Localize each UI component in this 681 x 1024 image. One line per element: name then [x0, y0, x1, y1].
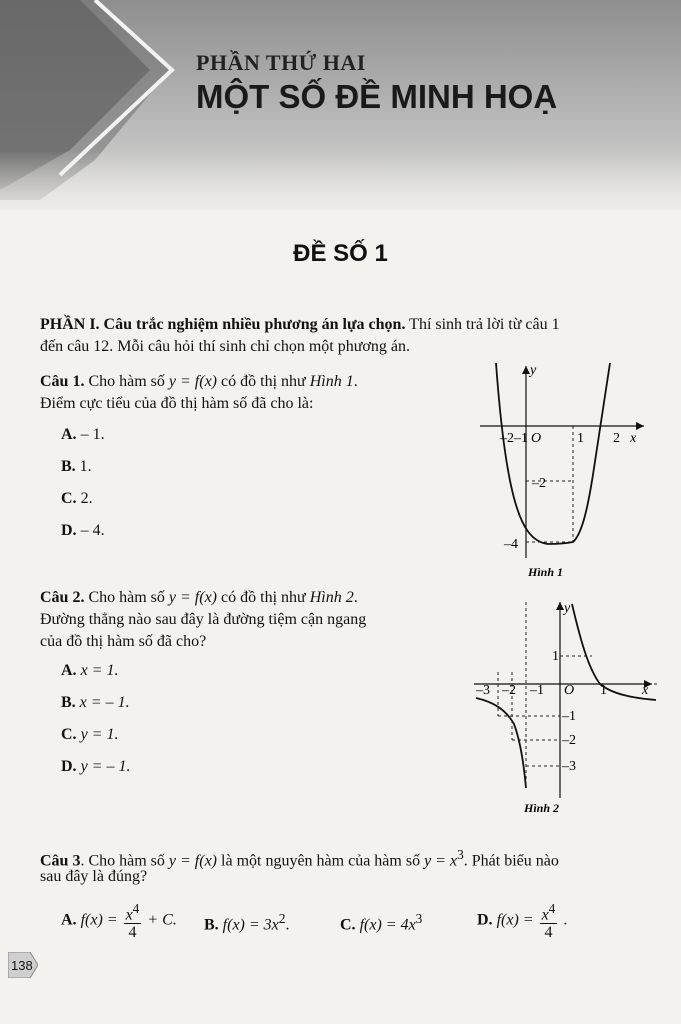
part-title: MỘT SỐ ĐỀ MINH HOẠ [196, 78, 558, 115]
page-number: 138 [11, 958, 33, 973]
tick-y-minus3: –3 [562, 759, 576, 774]
section-instruction-line2: đến câu 12. Mỗi câu hỏi thí sinh chỉ chọn một phương án. [40, 338, 410, 355]
graph-hinh-2 [472, 598, 658, 818]
header-banner [0, 0, 681, 210]
question-2-stem: Câu 2. Cho hàm số y = f(x) có đồ thị như Hình 2. [40, 589, 358, 606]
q2-option-a[interactable]: A. x = 1. [61, 662, 119, 679]
q3-option-d[interactable]: D. f(x) = $\frac{x^4}{4}$ . [477, 901, 568, 942]
function-curve [496, 363, 610, 544]
question-3-stem: Câu 3. Cho hàm số y = f(x) là một nguyên hàm của hàm số $y = x^3$. Phát biểu nào [40, 847, 559, 870]
tick-x-1: 1 [577, 431, 584, 446]
graph-hinh-1 [470, 358, 650, 583]
q1-option-d[interactable]: D. – 4. [61, 522, 105, 539]
tick-x-label: x [630, 431, 637, 446]
tick-y-minus1: –1 [562, 709, 576, 724]
q2-option-d[interactable]: D. y = – 1. [61, 758, 131, 775]
tick-x-minus1: –1 [514, 431, 528, 446]
graph-2-caption: Hình 2 [524, 801, 560, 815]
tick-x-minus2: –2 [502, 683, 516, 698]
tick-y-label: y [564, 601, 571, 616]
question-2-line3: của đồ thị hàm số đã cho? [40, 633, 207, 650]
part-subtitle: PHẦN THỨ HAI [196, 50, 366, 75]
tick-y-minus2: –2 [562, 733, 576, 748]
question-2-line2: Đường thẳng nào sau đây là đường tiệm cận ngang [40, 611, 367, 628]
q3-option-a[interactable]: A. f(x) = $\frac{x^4}{4}$ + C. [61, 901, 177, 942]
question-3-line2: sau đây là đúng? [40, 868, 148, 885]
question-1-line2: Điểm cực tiểu của đồ thị hàm số đã cho là: [40, 395, 314, 412]
function-curve-left [476, 698, 526, 788]
q3-option-b[interactable]: B. $f(x) = 3x^2$. [204, 911, 290, 934]
tick-x-minus3: –3 [476, 683, 490, 698]
q2-option-b[interactable]: B. x = – 1. [61, 694, 130, 711]
tick-y-label: y [530, 363, 537, 378]
tick-x-1: 1 [600, 683, 607, 698]
q1-option-c[interactable]: C. 2. [61, 490, 93, 507]
tick-x-minus2: –2 [500, 431, 514, 446]
tick-y-1: 1 [552, 649, 559, 664]
graph-1-caption: Hình 1 [528, 565, 564, 579]
q1-option-b[interactable]: B. 1. [61, 458, 92, 475]
origin-label: O [564, 683, 575, 698]
q2-option-c[interactable]: C. y = 1. [61, 726, 119, 743]
section-heading: PHẦN I. Câu trắc nghiệm nhiều phương án lựa chọn. [40, 316, 406, 333]
tick-x-2: 2 [613, 431, 620, 446]
exam-title: ĐỀ SỐ 1 [293, 240, 388, 267]
q3-option-c[interactable]: C. $f(x) = 4x^3$ [340, 911, 423, 934]
question-1-stem: Câu 1. Cho hàm số y = f(x) có đồ thị như Hình 1. [40, 373, 358, 390]
tick-x-label: x [642, 683, 649, 698]
tick-x-minus1: –1 [530, 683, 544, 698]
tick-y-minus2: –2 [532, 476, 546, 491]
tick-y-minus4: –4 [504, 537, 518, 552]
q1-option-a[interactable]: A. – 1. [61, 426, 105, 443]
origin-label: O [531, 431, 542, 446]
section-instruction: PHẦN I. Câu trắc nghiệm nhiều phương án lựa chọn. Thí sinh trả lời từ câu 1 [40, 316, 560, 333]
